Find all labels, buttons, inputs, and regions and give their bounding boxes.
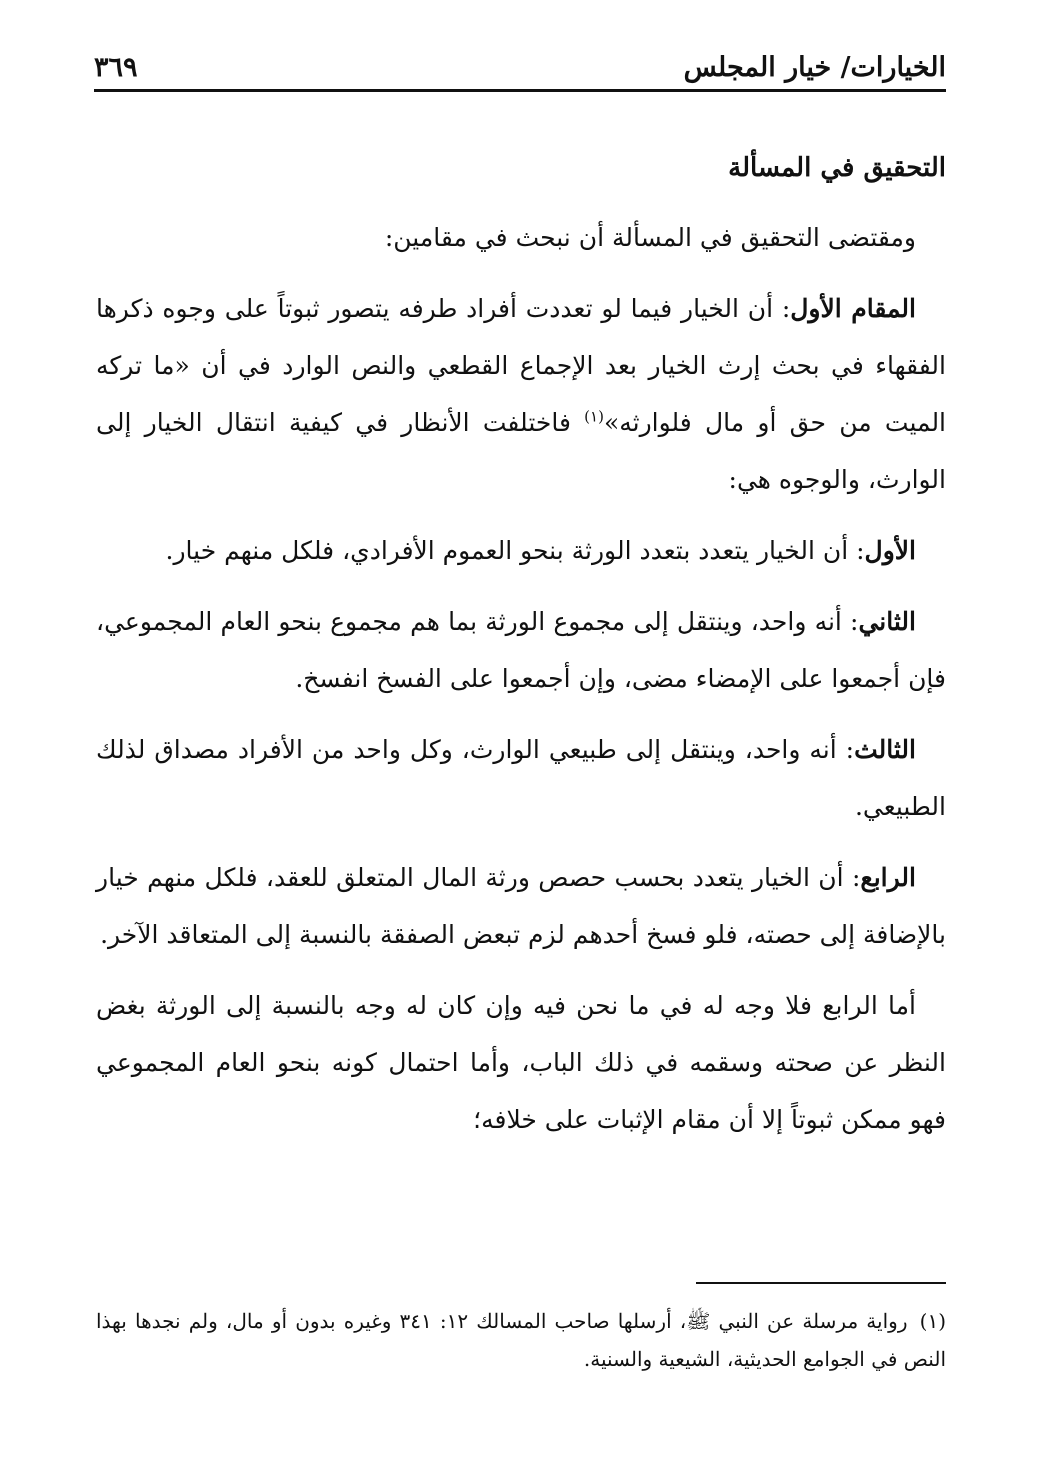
footnote-1 [96,1302,946,1378]
paragraph-text: : أن الخيار يتعدد بتعدد الورثة بنحو العموم الأفرادي، فلكل منهم خيار. [165,536,865,565]
paragraph-text: أما الرابع فلا وجه له في ما نحن فيه وإن كان له وجه بالنسبة إلى الورثة بغض النظر عن صحته وسقمه في ذلك الباب، وأما احتمال كونه بنحو العام المجموعي فهو ممكن ثبوتاً إلا أن مقام الإثبات على خلافه؛ [96,991,946,1134]
footnote-text: رواية مرسلة عن النبي ﷺ، أرسلها صاحب المسالك ١٢: ٣٤١ وغيره بدون أو مال، ولم نجدها بهذا النص في الجوامع الحديثية، الشيعية والسنية. [96,1309,946,1371]
running-title: الخيارات/ خيار المجلس [683,52,946,83]
paragraph-lead: الثالث [854,735,916,764]
page-header [94,40,946,92]
paragraph-text: : أنه واحد، وينتقل إلى مجموع الورثة بما هم مجموع بنحو العام المجموعي، فإن أجمعوا على الإمضاء مضى، وإن أجمعوا على الفسخ انفسخ. [96,607,946,693]
paragraph-discussion [96,977,946,1148]
paragraph-fourth-view [96,849,946,963]
paragraph-text: : أن الخيار فيما لو تعددت أفراد طرفه يتصور ثبوتاً على وجوه ذكرها الفقهاء في بحث إرث الخيار بعد الإجماع القطعي والنص الوارد في أن «ما تركه الميت من حق أو مال فلوارثه» [96,294,947,437]
paragraph-text: : أنه واحد، وينتقل إلى طبيعي الوارث، وكل واحد من الأفراد مصداق لذلك الطبيعي. [96,735,946,821]
page-number: ٣٦٩ [94,52,138,83]
paragraph-second-view [96,593,946,707]
paragraph-lead: الأول [864,536,916,565]
paragraph-text: : أن الخيار يتعدد بحسب حصص ورثة المال المتعلق للعقد، فلكل منهم خيار بالإضافة إلى حصته، فلو فسخ أحدهم لزم تبعض الصفقة بالنسبة إلى المتعاقد الآخر. [96,863,946,949]
footnote-marker: (١) [919,1309,946,1333]
paragraph-first-view [96,522,946,579]
intro-text: ومقتضى التحقيق في المسألة أن نبحث في مقامين: [384,223,916,252]
paragraph-first-position [96,280,946,508]
main-text [96,140,946,1162]
footnote-divider [696,1282,946,1284]
section-title: التحقيق في المسألة [728,153,946,183]
intro-paragraph [96,209,946,266]
paragraph-lead: الرابع [860,863,916,892]
paragraph-third-view [96,721,946,835]
paragraph-text: فاختلفت الأنظار في كيفية انتقال الخيار إلى الوارث، والوجوه هي: [96,408,946,494]
footnote-reference[interactable]: (١) [584,407,604,426]
paragraph-lead: المقام الأول [790,294,916,323]
footnotes [96,1302,946,1378]
paragraph-lead: الثاني [858,607,916,636]
